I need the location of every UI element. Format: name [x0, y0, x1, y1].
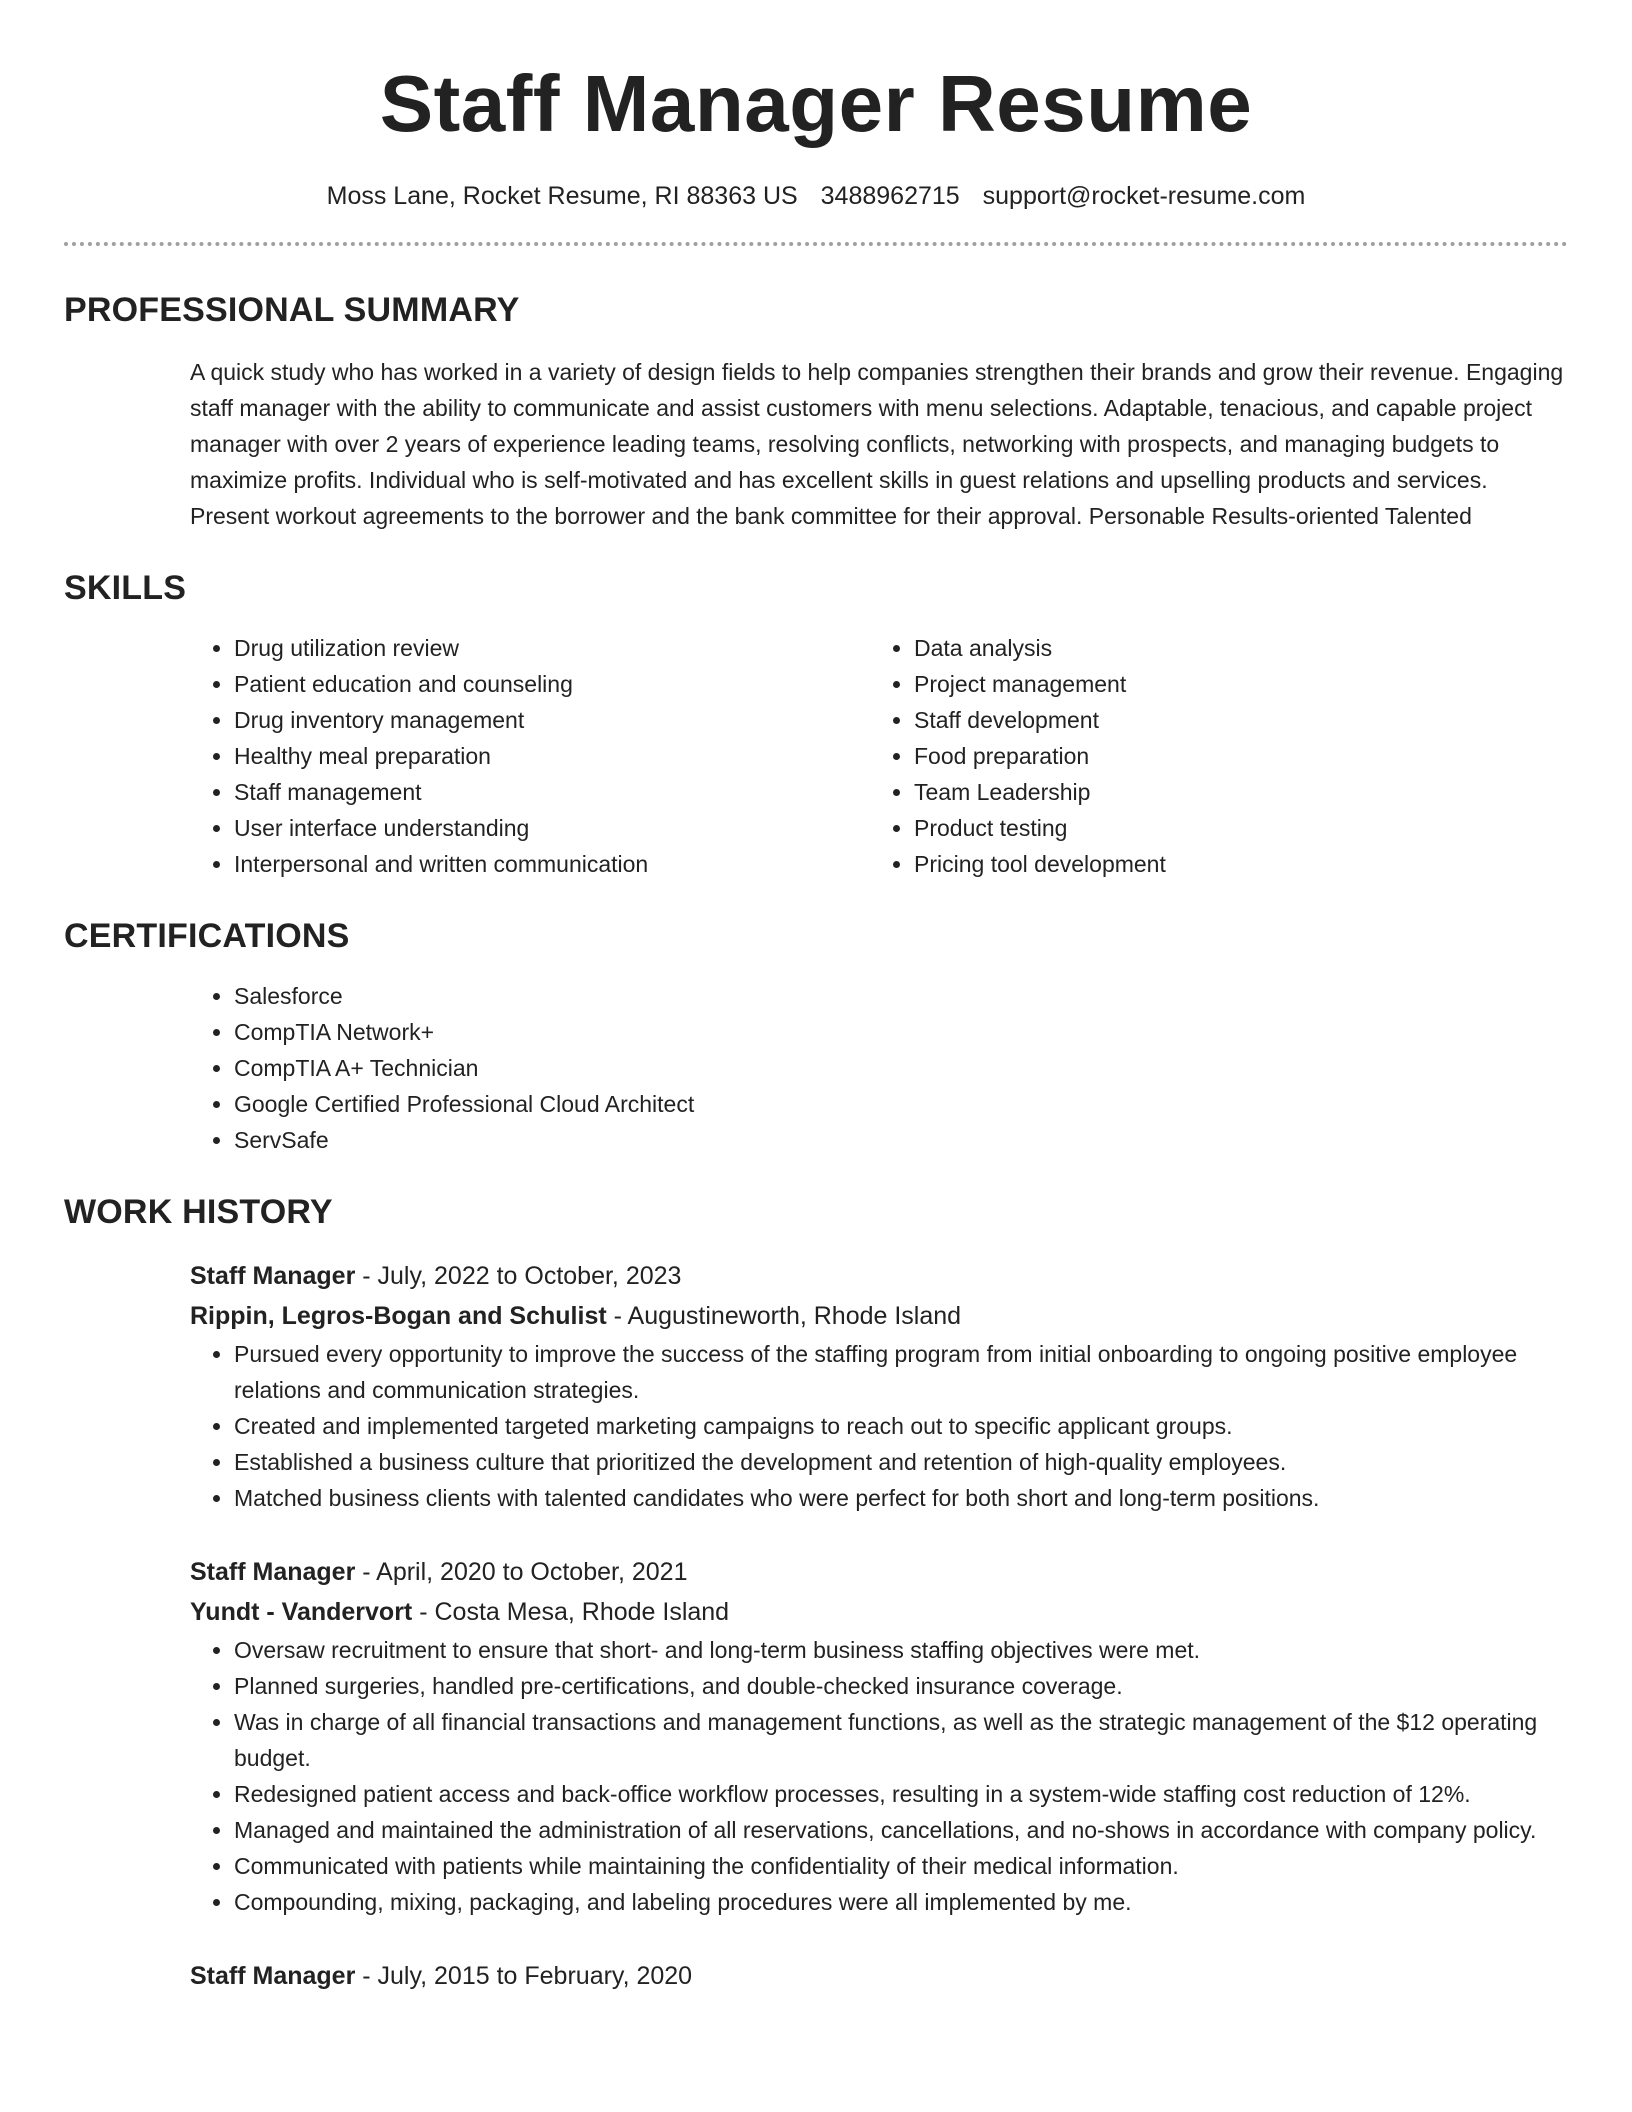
job-location: Augustineworth, Rhode Island [627, 1302, 962, 1330]
skill-item: • Team Leadership [914, 774, 1550, 810]
job-entry [190, 1552, 1568, 1920]
job-duty: • Compounding, mixing, packaging, and labeling procedures were all implemented by me. [234, 1884, 1568, 1920]
job-title: Staff Manager [190, 1558, 356, 1586]
job-title-line [190, 1256, 1568, 1296]
job-entry [190, 1956, 1568, 1996]
resume-title: Staff Manager Resume [379, 59, 1253, 148]
job-duty: • Managed and maintained the administration of all reservations, cancellations, and no-shows in accordance with company policy. [234, 1812, 1568, 1848]
skill-item: • Data analysis [914, 630, 1550, 666]
skills-heading: SKILLS [64, 569, 187, 607]
certification-item: • Google Certified Professional Cloud Architect [234, 1086, 1568, 1122]
job-dates: July, 2022 to October, 2023 [377, 1262, 682, 1290]
skill-item: • Drug utilization review [234, 630, 870, 666]
work-history-section [64, 1192, 1568, 1996]
job-duty: • Matched business clients with talented candidates who were perfect for both short and long-term positions. [234, 1480, 1568, 1516]
job-title-line [190, 1552, 1568, 1592]
skill-item: • Project management [914, 666, 1550, 702]
contact-address: Moss Lane, Rocket Resume, RI 88363 US [326, 182, 798, 210]
job-duty: • Redesigned patient access and back-office workflow processes, resulting in a system-wide staffing cost reduction of 12%. [234, 1776, 1568, 1812]
summary-text: A quick study who has worked in a variety of design fields to help companies strengthen their brands and grow their revenue. Engaging staff manager with the ability to communicate and assist customers with menu selections. Adaptable, tenacious, and capable project manager with over 2 years of experience leading teams, resolving conflicts, networking with prospects, and managing budgets to maximize profits. Individual who is self-motivated and has excellent skills in guest relations and upselling products and services. Present workout agreements to the borrower and the bank committee for their approval. Personable Results-oriented Talented [190, 359, 1564, 529]
skill-item: • Interpersonal and written communication [234, 846, 870, 882]
skills-list-left [190, 630, 870, 882]
job-title-line [190, 1956, 1568, 1996]
job-duty: • Established a business culture that prioritized the development and retention of high-quality employees. [234, 1444, 1568, 1480]
job-entry [190, 1256, 1568, 1516]
job-company-line [190, 1592, 1568, 1632]
skill-item: • Staff management [234, 774, 870, 810]
skill-item: • Staff development [914, 702, 1550, 738]
skills-column-right [870, 630, 1550, 882]
job-duty: • Oversaw recruitment to ensure that short- and long-term business staffing objectives were met. [234, 1632, 1568, 1668]
summary-heading: PROFESSIONAL SUMMARY [64, 291, 520, 329]
skill-item: • User interface understanding [234, 810, 870, 846]
skill-item: • Drug inventory management [234, 702, 870, 738]
job-duty: • Communicated with patients while maintaining the confidentiality of their medical information. [234, 1848, 1568, 1884]
job-dates: April, 2020 to October, 2021 [376, 1558, 688, 1586]
certifications-heading: CERTIFICATIONS [64, 917, 350, 955]
skills-grid [190, 630, 1568, 882]
certifications-list-wrap [190, 978, 1568, 1158]
skills-list-right [870, 630, 1550, 882]
skill-item: • Product testing [914, 810, 1550, 846]
job-title: Staff Manager [190, 1262, 356, 1290]
work-history-heading: WORK HISTORY [64, 1193, 333, 1231]
job-duty: • Was in charge of all financial transactions and management functions, as well as the strategic management of the $12 operating budget. [234, 1704, 1568, 1776]
job-duty: • Created and implemented targeted marketing campaigns to reach out to specific applicant groups. [234, 1408, 1568, 1444]
contact-email: support@rocket-resume.com [982, 182, 1306, 210]
job-company-line [190, 1296, 1568, 1336]
summary-section [64, 290, 1568, 534]
job-duties-list [190, 1632, 1568, 1920]
job-separator: - [606, 1302, 628, 1330]
job-title: Staff Manager [190, 1962, 356, 1990]
certification-item: • CompTIA A+ Technician [234, 1050, 1568, 1086]
contact-phone: 3488962715 [820, 182, 960, 210]
skill-item: • Food preparation [914, 738, 1550, 774]
certification-item: • ServSafe [234, 1122, 1568, 1158]
skill-item: • Pricing tool development [914, 846, 1550, 882]
skill-item: • Patient education and counseling [234, 666, 870, 702]
certifications-section [64, 916, 1568, 1158]
certification-item: • Salesforce [234, 978, 1568, 1014]
skills-section [64, 568, 1568, 882]
job-dates: July, 2015 to February, 2020 [377, 1962, 693, 1990]
job-company: Rippin, Legros-Bogan and Schulist [190, 1302, 607, 1330]
job-duty: • Planned surgeries, handled pre-certifications, and double-checked insurance coverage. [234, 1668, 1568, 1704]
certification-item: • CompTIA Network+ [234, 1014, 1568, 1050]
contact-line [64, 180, 1568, 212]
job-separator: - [355, 1558, 377, 1586]
job-location: Costa Mesa, Rhode Island [434, 1598, 730, 1626]
certifications-list [190, 978, 1568, 1158]
skills-column-left [190, 630, 870, 882]
skill-item: • Healthy meal preparation [234, 738, 870, 774]
job-separator: - [355, 1962, 378, 1990]
job-company: Yundt - Vandervort [190, 1598, 413, 1626]
job-separator: - [355, 1262, 378, 1290]
job-duties-list [190, 1336, 1568, 1516]
job-separator: - [412, 1598, 435, 1626]
header-divider [64, 242, 1568, 246]
job-duty: • Pursued every opportunity to improve the success of the staffing program from initial onboarding to ongoing positive employee relations and communication strategies. [234, 1336, 1568, 1408]
